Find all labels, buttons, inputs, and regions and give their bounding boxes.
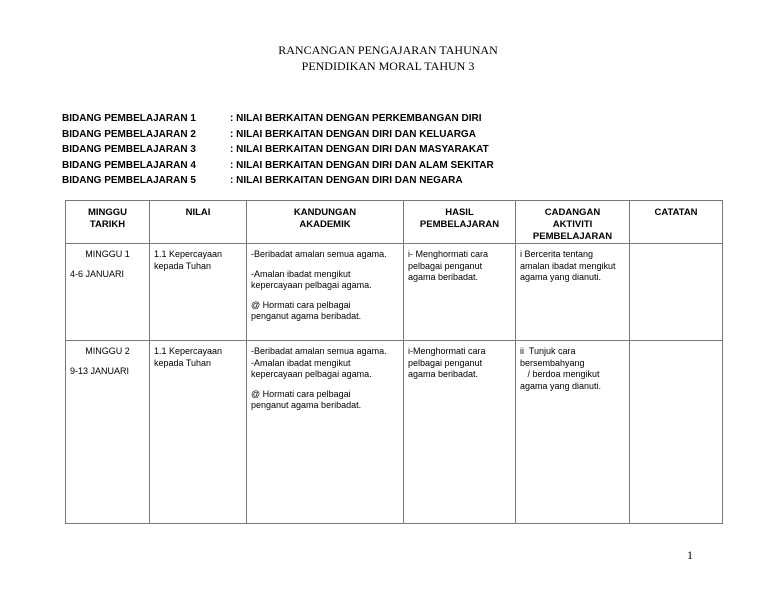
bidang-value: : NILAI BERKAITAN DENGAN DIRI DAN NEGARA [230,175,463,186]
cadangan-line: ii Tunjuk cara [520,346,576,356]
date-range: 4-6 JANUARI [70,268,125,279]
header-hasil [404,201,516,244]
kandungan-line: @ Hormati cara pelbagai [251,388,351,399]
nilai-line: kepada Tuhan [154,357,212,368]
header-cadangan [516,201,630,244]
kandungan-line: -Beribadat amalan semua agama. [251,346,387,356]
kandungan-line: @ Hormati cara pelbagai [251,299,351,310]
header-catatan [630,201,723,244]
header-minggu-line2: TARIKH [89,219,126,230]
nilai-line: 1.1 Kepercayaan [154,249,223,259]
hasil-line: pelbagai penganut [408,357,483,368]
nilai-line: kepada Tuhan [154,260,212,271]
nilai-line: 1.1 Kepercayaan [154,346,223,356]
bidang-row [62,158,494,174]
header-cadangan-line2: AKTIVITI [552,219,593,230]
header-minggu [66,201,150,244]
kandungan-line: penganut agama beribadat. [251,311,362,321]
bidang-row [62,142,494,158]
header-catatan-label: CATATAN [654,207,698,218]
bidang-label: BIDANG PEMBELAJARAN 5 [62,175,196,186]
kandungan-line: -Amalan ibadat mengikut [251,268,351,279]
cell-nilai [150,244,247,341]
bidang-label: BIDANG PEMBELAJARAN 1 [62,113,196,124]
document-title: RANCANGAN PENGAJARAN TAHUNAN [278,43,498,57]
cell-nilai [150,341,247,524]
cadangan-line: agama yang dianuti. [520,272,602,282]
week-label: MINGGU 2 [85,346,130,356]
cell-kandungan [247,244,404,341]
bidang-label: BIDANG PEMBELAJARAN 3 [62,144,196,155]
cell-minggu [66,341,150,524]
cadangan-line: / berdoa mengikut [520,369,600,379]
kandungan-line: -Amalan ibadat mengikut [251,357,351,368]
date-range: 9-13 JANUARI [70,365,130,376]
page-number: 1 [687,548,693,562]
header-kandungan-line1: KANDUNGAN [293,207,357,218]
table-header-row [66,201,723,244]
kandungan-line: kepercayaan pelbagai agama. [251,280,372,290]
bidang-row [62,173,494,189]
hasil-line: i-Menghormati cara [408,346,486,356]
header-kandungan-line2: AKADEMIK [299,219,351,230]
bidang-list [62,111,494,189]
bidang-value: : NILAI BERKAITAN DENGAN DIRI DAN KELUARGA [230,128,476,140]
cadangan-line: i Bercerita tentang [520,249,594,259]
cell-cadangan [516,244,630,341]
header-minggu-line1: MINGGU [87,207,128,218]
bidang-label: BIDANG PEMBELAJARAN 2 [62,128,196,140]
table-row [66,244,723,341]
table-row [66,341,723,524]
header-cadangan-line1: CADANGAN [544,207,601,218]
cell-cadangan [516,341,630,524]
kandungan-line: kepercayaan pelbagai agama. [251,369,372,379]
cadangan-line: amalan ibadat mengikut [520,260,616,271]
kandungan-line: penganut agama beribadat. [251,400,362,410]
hasil-line: agama beribadat. [408,272,479,282]
hasil-line: pelbagai penganut [408,260,483,271]
cell-hasil [404,244,516,341]
header-hasil-line1: HASIL [445,207,474,218]
kandungan-line: -Beribadat amalan semua agama. [251,249,387,259]
hasil-line: i- Menghormati cara [408,249,489,259]
cell-minggu [66,244,150,341]
cell-hasil [404,341,516,524]
cell-catatan [630,244,723,341]
cell-kandungan [247,341,404,524]
header-nilai [150,201,247,244]
header-hasil-line2: PEMBELAJARAN [419,219,500,230]
bidang-value: : NILAI BERKAITAN DENGAN DIRI DAN MASYARAKAT [230,144,489,155]
header-nilai-label: NILAI [185,207,211,218]
document-subtitle: PENDIDIKAN MORAL TAHUN 3 [301,59,475,73]
hasil-line: agama beribadat. [408,369,479,379]
header-kandungan [247,201,404,244]
header-cadangan-line3: PEMBELAJARAN [532,231,613,242]
bidang-value: : NILAI BERKAITAN DENGAN DIRI DAN ALAM SEKITAR [230,159,494,171]
bidang-value: : NILAI BERKAITAN DENGAN PERKEMBANGAN DIRI [230,113,482,124]
bidang-row [62,111,494,127]
lesson-plan-table [65,200,723,524]
bidang-row [62,127,494,143]
cell-catatan [630,341,723,524]
cadangan-line: agama yang dianuti. [520,380,602,391]
cadangan-line: bersembahyang [520,357,585,368]
bidang-label: BIDANG PEMBELAJARAN 4 [62,159,196,171]
week-label: MINGGU 1 [85,249,130,259]
